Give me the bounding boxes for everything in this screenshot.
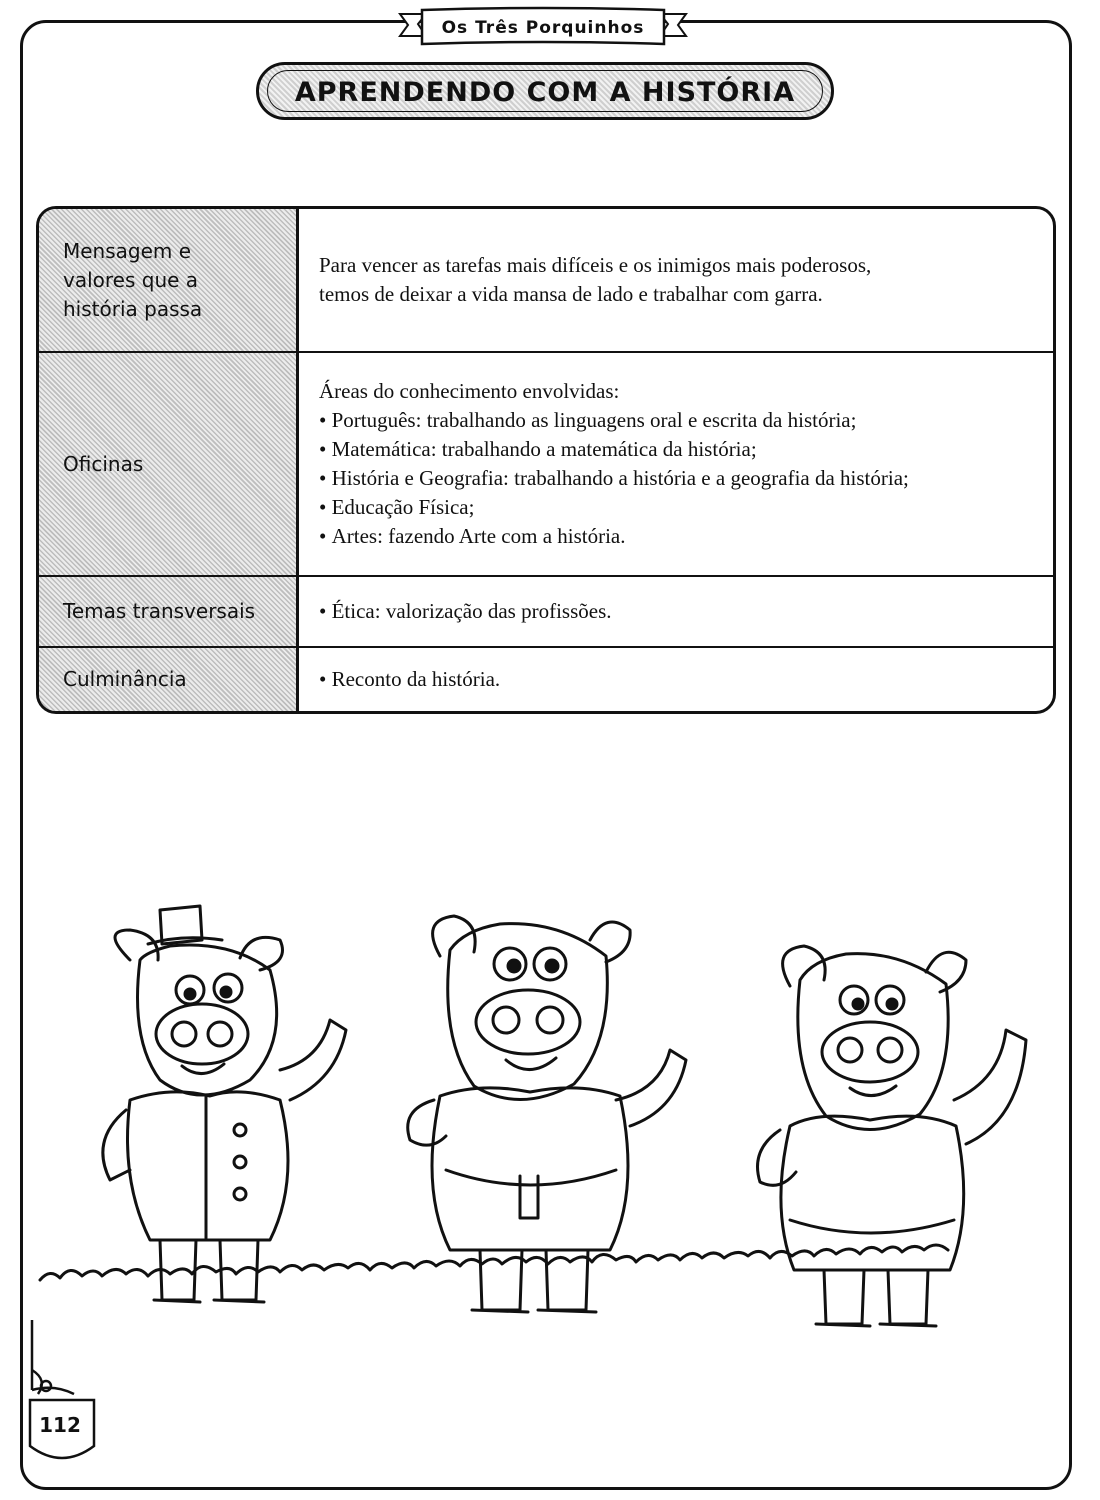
label-cell-workshops	[39, 353, 299, 577]
label-cell-themes	[39, 577, 299, 648]
workshops-intro: Áreas do conhecimento envolvidas:	[319, 379, 620, 403]
pig-middle	[408, 916, 686, 1312]
page-number: 112	[39, 1413, 81, 1437]
list-item: • Português: trabalhando as linguagens oral e escrita da história;	[319, 406, 1053, 435]
page-badge-ornament	[24, 1320, 104, 1470]
lesson-info-table	[36, 206, 1056, 714]
list-item: • Ética: valorização das profissões.	[319, 597, 1053, 626]
list-item: • História e Geografia: trabalhando a história e a geografia da história;	[319, 464, 1053, 493]
list-item: • Artes: fazendo Arte com a história.	[319, 522, 1053, 551]
label-cell-culmination	[39, 648, 299, 711]
three-pigs-illustration	[30, 880, 1070, 1360]
content-cell-themes	[299, 577, 1053, 648]
content-cell-culmination	[299, 648, 1053, 711]
content-cell-workshops	[299, 353, 1053, 577]
label-cell-message	[39, 209, 299, 353]
label-message: Mensagem e valores que a história passa	[63, 238, 203, 321]
book-title: Os Três Porquinhos	[441, 18, 645, 38]
pig-right	[758, 946, 1027, 1326]
message-line: Para vencer as tarefas mais difíceis e os inimigos mais poderosos,	[319, 253, 872, 277]
section-title: APRENDENDO COM A HISTÓRIA	[294, 77, 796, 108]
label-workshops: Oficinas	[63, 451, 144, 476]
message-line: temos de deixar a vida mansa de lado e trabalhar com garra.	[319, 282, 823, 306]
list-item: • Educação Física;	[319, 493, 1053, 522]
book-title-ribbon	[398, 4, 688, 50]
list-item: • Reconto da história.	[319, 665, 1053, 694]
section-title-banner	[256, 62, 834, 120]
content-cell-message	[299, 209, 1053, 353]
label-culmination: Culminância	[63, 667, 187, 691]
label-themes: Temas transversais	[63, 599, 256, 623]
pig-left	[103, 906, 346, 1302]
list-item: • Matemática: trabalhando a matemática da história;	[319, 435, 1053, 464]
